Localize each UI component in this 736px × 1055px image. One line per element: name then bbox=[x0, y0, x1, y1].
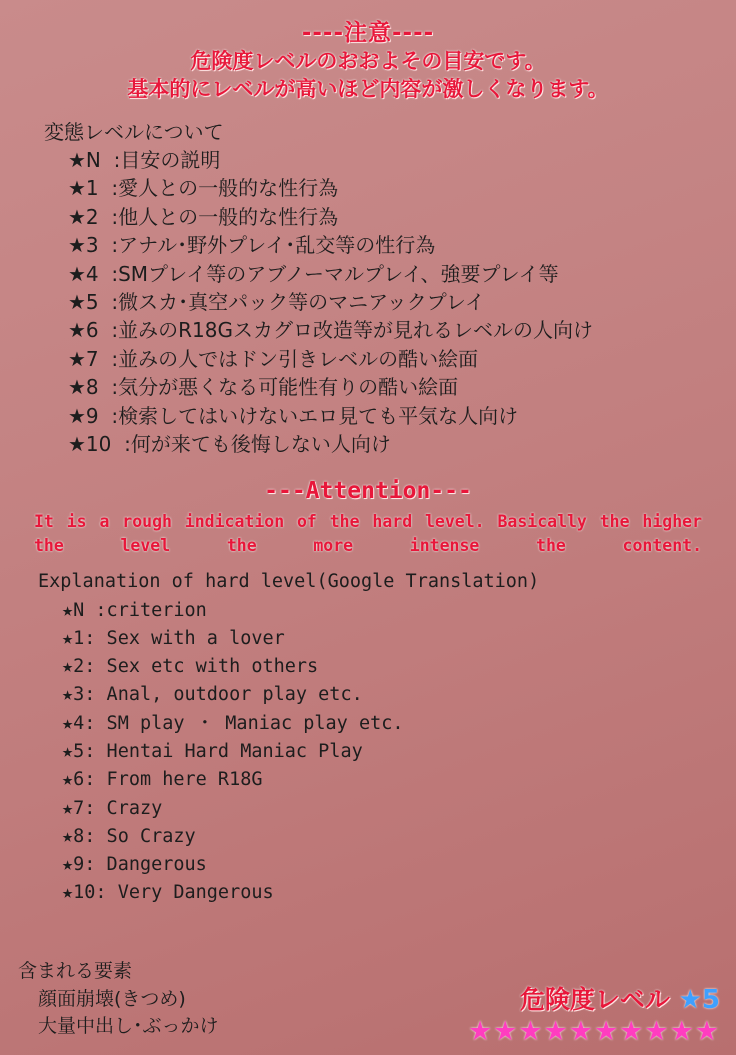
risk-stars-row: ★★★★★★★★★★ bbox=[467, 1016, 720, 1047]
list-item: ★1 :愛人との一般的な性行為 bbox=[68, 176, 339, 201]
star-icon: ★ bbox=[678, 985, 702, 1015]
included-elements bbox=[18, 958, 219, 1041]
list-item: ★7: Crazy bbox=[62, 797, 163, 819]
list-item: ★N :目安の説明 bbox=[68, 148, 221, 173]
list-item: ★6 :並みのR18Gスカグロ改造等が見れるレベルの人向け bbox=[68, 318, 593, 343]
english-attention-body: It is a rough indication of the hard level. Basically the higher the level the more intense the content. bbox=[34, 512, 702, 556]
list-item: ★9 :検索してはいけないエロ見ても平気な人向け bbox=[68, 403, 519, 428]
included-elements-heading: 含まれる要素 bbox=[18, 960, 133, 983]
japanese-warning-line-1: 危険度レベルのおおよその目安です。 bbox=[190, 49, 546, 73]
japanese-list-heading: 変態レベルについて bbox=[44, 119, 224, 144]
japanese-level-list bbox=[44, 118, 736, 459]
list-item: ★5 :微スカ･真空パック等のマニアックプレイ bbox=[68, 290, 485, 315]
list-item: ★5: Hentai Hard Maniac Play bbox=[62, 741, 363, 762]
list-item: ★8: So Crazy bbox=[62, 825, 196, 847]
risk-level-text: 危険度レベル bbox=[519, 985, 679, 1014]
list-item: ★10 :何が来ても後悔しない人向け bbox=[68, 431, 391, 456]
list-item: ★1: Sex with a lover bbox=[62, 627, 285, 649]
list-item: ★8 :気分が悪くなる可能性有りの酷い絵面 bbox=[68, 375, 459, 400]
list-item: ★3: Anal, outdoor play etc. bbox=[62, 684, 363, 706]
list-item: 顔面崩壊(きつめ) bbox=[38, 987, 186, 1010]
list-item: ★3 :アナル･野外プレイ･乱交等の性行為 bbox=[68, 233, 436, 258]
list-item: ★4 :SMプレイ等のアブノーマルプレイ、強要プレイ等 bbox=[68, 261, 559, 286]
risk-level-value: 5 bbox=[701, 985, 720, 1015]
list-item: ★4: SM play ・ Maniac play etc. bbox=[62, 712, 404, 734]
list-item: ★2 :他人との一般的な性行為 bbox=[68, 204, 339, 229]
english-attention-title: ---Attention--- bbox=[264, 478, 472, 505]
list-item: ★7 :並みの人ではドン引きレベルの酷い絵面 bbox=[68, 346, 479, 371]
list-item: 大量中出し･ぶっかけ bbox=[38, 1015, 219, 1038]
english-level-list bbox=[38, 568, 736, 908]
japanese-warning-title: ----注意---- bbox=[301, 20, 435, 46]
risk-level-label bbox=[468, 980, 720, 1016]
list-item: ★9: Dangerous bbox=[62, 854, 207, 876]
info-page bbox=[0, 14, 736, 1055]
english-list-heading: Explanation of hard level(Google Translation) bbox=[38, 571, 540, 593]
list-item: ★6: From here R18G bbox=[62, 769, 263, 791]
list-item: ★10: Very Dangerous bbox=[62, 882, 274, 904]
risk-level-badge bbox=[468, 980, 720, 1045]
list-item: ★2: Sex etc with others bbox=[62, 656, 319, 678]
list-item: ★N :criterion bbox=[62, 599, 207, 621]
japanese-warning-line-2: 基本的にレベルが高いほど内容が激しくなります。 bbox=[127, 77, 609, 102]
